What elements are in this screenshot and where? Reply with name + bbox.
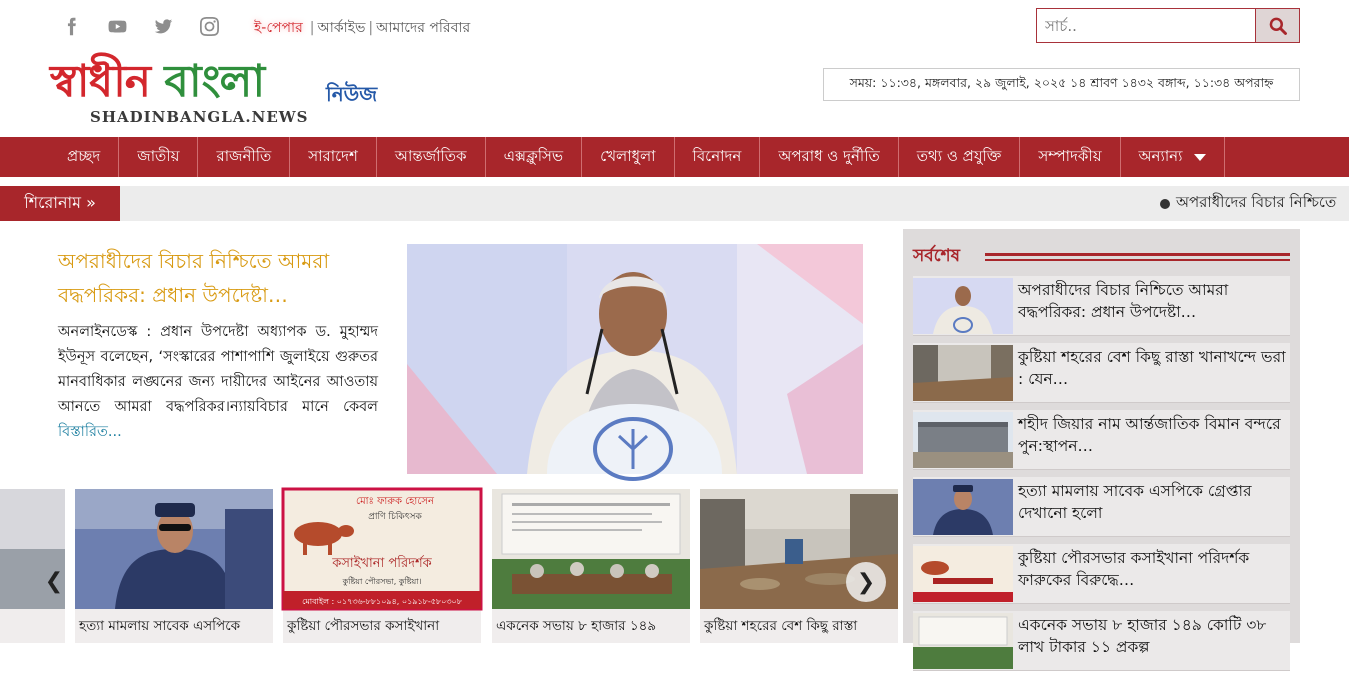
latest-heading: সর্বশেষ	[913, 246, 960, 266]
latest-title: অপরাধীদের বিচার নিশ্চিতে আমরা বদ্ধপরিকর: প্রধান উপদেষ্টা…	[1018, 281, 1229, 321]
carousel-next-button[interactable]: ❯	[846, 562, 886, 602]
latest-item[interactable]	[913, 410, 1290, 470]
epaper-link[interactable]: ই-পেপার	[254, 20, 303, 36]
latest-item[interactable]	[913, 343, 1290, 403]
nav-item-politics[interactable]: রাজনীতি	[198, 137, 290, 177]
caret-down-icon	[1194, 154, 1206, 161]
latest-thumb	[913, 412, 1013, 468]
slide-image	[75, 489, 273, 609]
divider: |	[309, 20, 315, 36]
ticker-label: শিরোনাম »	[0, 186, 120, 221]
latest-item[interactable]	[913, 276, 1290, 336]
social-links	[58, 14, 222, 38]
latest-news-panel	[903, 229, 1300, 656]
nav-item-others[interactable]: অন্যান্য	[1121, 137, 1226, 177]
latest-thumb	[913, 479, 1013, 535]
nav-item-crime[interactable]: অপরাধ ও দুর্নীতি	[760, 137, 898, 177]
slide-image	[492, 489, 690, 609]
carousel-slide[interactable]	[75, 489, 273, 643]
logo-suffix: নিউজ	[326, 82, 378, 106]
slide-caption	[0, 609, 65, 643]
nav-item-tech[interactable]: তথ্য ও প্রযুক্তি	[899, 137, 1021, 177]
nav-item-entertainment[interactable]: বিনোদন	[675, 137, 761, 177]
headline-ticker	[0, 186, 1349, 221]
lead-headline[interactable]: অপরাধীদের বিচার নিশ্চিতে আমরা বদ্ধপরিকর: প্রধান উপদেষ্টা…	[58, 249, 330, 307]
youtube-icon[interactable]	[104, 14, 130, 38]
nav-item-national[interactable]: জাতীয়	[119, 137, 198, 177]
main-nav	[0, 137, 1349, 177]
bullet-icon	[1160, 199, 1170, 209]
logo-english: SHADINBANGLA.NEWS	[90, 108, 309, 126]
svg-text:কসাইখানা পরিদর্শক: কসাইখানা পরিদর্শক	[332, 556, 432, 571]
carousel-slide[interactable]	[283, 489, 481, 643]
read-more-link[interactable]: বিস্তারিত...	[58, 424, 122, 440]
nav-item-country[interactable]: সারাদেশ	[290, 137, 377, 177]
latest-title: হত্যা মামলায় সাবেক এসপিকে গ্রেপ্তার দেখানো হলো	[1018, 482, 1252, 522]
divider: |	[368, 20, 374, 36]
nav-item-editorial[interactable]: সম্পাদকীয়	[1020, 137, 1120, 177]
nav-item-exclusive[interactable]: এক্সক্লুসিভ	[486, 137, 583, 177]
lead-excerpt: অনলাইনডেস্ক : প্রধান উপদেষ্টা অধ্যাপক ড. মুহাম্মদ ইউনূস বলেছেন, ‘সংস্কারের পাশাপাশি জুলাইয়ে গুরুতর মানবাধিকার লঙ্ঘনের জন্য দায়ীদের আইনের আওতায় আনতে আমরা বদ্ধপরিকর।ন্যায়বিচার মানে কেবল বিস্তারিত...	[58, 324, 378, 440]
twitter-icon[interactable]	[150, 14, 176, 38]
carousel-prev-button[interactable]: ❮	[44, 568, 64, 594]
nav-item-sports[interactable]: খেলাধুলা	[582, 137, 674, 177]
search-form	[1036, 8, 1300, 43]
latest-item[interactable]	[913, 544, 1290, 604]
latest-title: কুষ্টিয়া পৌরসভার কসাইখানা পরিদর্শক ফারুকের বিরুদ্ধে…	[1018, 549, 1250, 589]
logo-bengali: স্বাধীন বাংলা	[50, 56, 265, 107]
svg-text:মোবাইল : ০১৭৩৬-৮৮১০৯৪, ০১৯১৮-৫: মোবাইল : ০১৭৩৬-৮৮১০৯৪, ০১৯১৮-৫৮০৩০৮	[302, 597, 462, 606]
instagram-icon[interactable]	[196, 14, 222, 38]
news-carousel	[44, 489, 876, 643]
ticker-item[interactable]: অপরাধীদের বিচার নিশ্চিতে	[1160, 186, 1336, 221]
search-icon	[1268, 16, 1288, 36]
latest-thumb	[913, 278, 1013, 334]
latest-thumb	[913, 613, 1013, 669]
slide-image	[283, 489, 481, 609]
latest-item[interactable]	[913, 611, 1290, 671]
latest-thumb	[913, 345, 1013, 401]
site-logo[interactable]	[50, 50, 390, 128]
date-time: সময়: ১১:৩৪, মঙ্গলবার, ২৯ জুলাই, ২০২৫ ১৪ শ্রাবণ ১৪৩২ বঙ্গাব্দ, ১১:৩৪ অপরাহ্ন	[823, 68, 1300, 101]
slide-caption: হত্যা মামলায় সাবেক এসপিকে	[75, 609, 273, 643]
latest-title: কুষ্টিয়া শহরের বেশ কিছু রাস্তা খানাখন্দে ভরা : যেন…	[1018, 348, 1286, 388]
family-link[interactable]: আমাদের পরিবার	[376, 20, 471, 36]
latest-thumb	[913, 546, 1013, 602]
carousel-slide[interactable]	[492, 489, 690, 643]
search-input[interactable]	[1036, 8, 1255, 43]
lead-image[interactable]	[407, 244, 863, 474]
slide-caption: একনেক সভায় ৮ হাজার ১৪৯	[492, 609, 690, 643]
search-button[interactable]	[1255, 8, 1300, 43]
svg-text:প্রাণি চিকিৎসক: প্রাণি চিকিৎসক	[368, 512, 422, 522]
slide-caption: কুষ্টিয়া পৌরসভার কসাইখানা	[283, 609, 481, 643]
svg-text:কুষ্টিয়া পৌরসভা, কুষ্টিয়া।: কুষ্টিয়া পৌরসভা, কুষ্টিয়া।	[342, 577, 422, 586]
top-links	[250, 15, 470, 41]
svg-text:মোঃ ফারুক হোসেন: মোঃ ফারুক হোসেন	[356, 496, 434, 507]
archive-link[interactable]: আর্কাইভ	[317, 20, 366, 36]
nav-item-home[interactable]: প্রচ্ছদ	[49, 137, 119, 177]
nav-item-international[interactable]: আন্তর্জাতিক	[377, 137, 486, 177]
latest-item[interactable]	[913, 477, 1290, 537]
heading-rule	[985, 253, 1290, 261]
latest-title: একনেক সভায় ৮ হাজার ১৪৯ কোটি ৩৮ লাখ টাকার ১১ প্রকল্প	[1018, 616, 1267, 656]
facebook-icon[interactable]	[58, 14, 84, 38]
latest-title: শহীদ জিয়ার নাম আর্ন্তজাতিক বিমান বন্দরে পুন:স্থাপন…	[1018, 415, 1281, 455]
slide-caption: কুষ্টিয়া শহরের বেশ কিছু রাস্তা	[700, 609, 898, 643]
